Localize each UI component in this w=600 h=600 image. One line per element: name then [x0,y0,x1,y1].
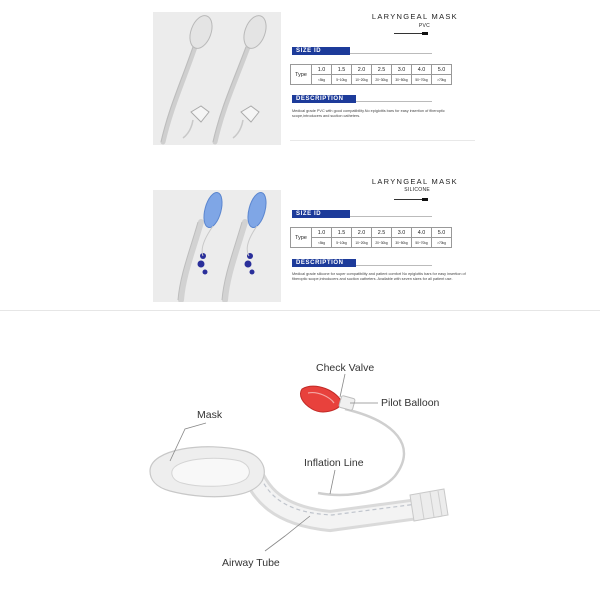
product-material: SILICONE [404,187,430,193]
tube-connector [410,489,448,521]
heading-rule [356,265,432,266]
size-cell: 5.0 [432,65,452,75]
product-panel-pvc [150,0,470,150]
label-mask: Mask [197,409,223,421]
title-rule-end [422,32,428,35]
size-cell: 4.0 [412,65,432,75]
size-cell: 1.5 [332,228,352,238]
diagram-svg [0,311,600,600]
size-cell: 3.0 [392,228,412,238]
product-photo-silicone [153,190,281,302]
label-airway-tube: Airway Tube [222,557,280,569]
weight-cell: 10~20kg [352,238,372,248]
size-table-type-label: Type [291,228,312,248]
pilot-balloon-shape [300,386,342,412]
size-cell: 1.5 [332,65,352,75]
size-id-heading: SIZE ID [292,47,350,55]
product-material: PVC [418,23,430,29]
size-cell: 3.0 [392,65,412,75]
inflation-line-shape [318,409,404,495]
title-rule-end [422,198,428,201]
size-cell: 2.5 [372,228,392,238]
size-cell: 4.0 [412,228,432,238]
heading-rule [350,216,432,217]
size-cell: 1.0 [312,228,332,238]
product-title: LARYNGEAL MASK [371,177,458,186]
laryngeal-mask-diagram [0,311,600,600]
size-table [290,227,452,248]
description-heading: DESCRIPTION [292,259,356,267]
label-pilot-balloon: Pilot Balloon [381,397,440,409]
weight-cell: >70kg [432,75,452,85]
weight-cell: 30~50kg [392,238,412,248]
size-table-type-label: Type [291,65,312,85]
laryngeal-mask-pvc-image [153,12,281,145]
weight-cell: 50~70kg [412,75,432,85]
size-table [290,64,452,85]
laryngeal-mask-silicone-image [153,190,281,302]
product-title: LARYNGEAL MASK [371,12,458,21]
weight-cell: 5~10kg [332,75,352,85]
product-photo-pvc [153,12,281,145]
size-cell: 2.0 [352,65,372,75]
label-inflation-line: Inflation Line [304,457,364,469]
size-cell: 2.5 [372,65,392,75]
weight-cell: 5~10kg [332,238,352,248]
title-rule [394,33,422,34]
product-panel-silicone [150,175,470,310]
weight-cell: 30~50kg [392,75,412,85]
weight-cell: 20~30kg [372,238,392,248]
size-cell: 5.0 [432,228,452,238]
weight-cell: 10~20kg [352,75,372,85]
weight-cell: 20~30kg [372,75,392,85]
mask-cuff-shape [150,447,264,497]
label-check-valve: Check Valve [316,362,375,374]
pilot-balloon-assembly [300,386,355,412]
size-cell: 1.0 [312,65,332,75]
size-cell: 2.0 [352,228,372,238]
weight-cell: <5kg [312,238,332,248]
weight-cell: <5kg [312,75,332,85]
weight-cell: >70kg [432,238,452,248]
heading-rule [350,53,432,54]
heading-rule [356,101,432,102]
weight-cell: 50~70kg [412,238,432,248]
section-divider [290,140,475,141]
title-rule [394,199,422,200]
size-id-heading: SIZE ID [292,210,350,218]
product-description: Medical grade silicone for super compatibility and patient comfort No epiglottis bars for easy insertion of fiberoptic scope,introducers and suction catheters. Available with seven sizes for all patient use. [292,272,466,282]
description-heading: DESCRIPTION [292,95,356,103]
product-description: Medical grade PVC with good compatibility.No epiglottis bars for easy insertion of fiberoptic scope,introducers and suction catheters. [292,109,445,119]
